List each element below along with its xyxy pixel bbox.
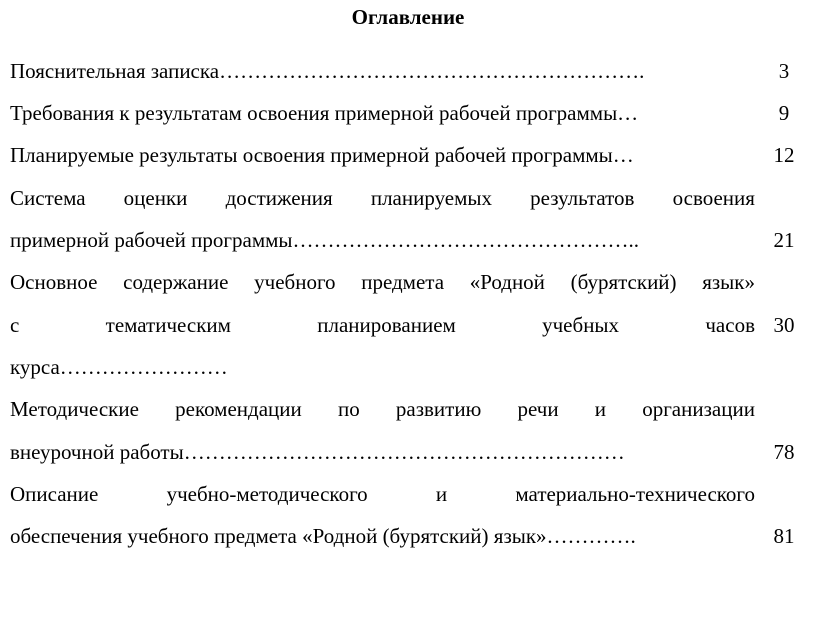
word: тематическим — [105, 313, 231, 337]
word: язык» — [702, 270, 755, 294]
word: организации — [642, 397, 755, 421]
toc-entry-text-line — [10, 185, 755, 211]
word: содержание — [123, 270, 229, 294]
toc-page-number: 81 — [773, 524, 795, 548]
word: Основное — [10, 270, 98, 294]
word: развитию — [395, 397, 482, 421]
toc-page-number: 21 — [773, 228, 795, 252]
toc-entry-text-line — [10, 396, 755, 422]
word: учебного — [254, 270, 336, 294]
word: результатов — [530, 186, 635, 210]
toc-entry-text-line — [10, 481, 755, 507]
toc-entry-text: Планируемые результаты освоения примерной рабочей программы… — [10, 143, 634, 167]
toc-entry-text: Требования к результатам освоения примерной рабочей программы… — [10, 101, 639, 125]
toc-entry-text: внеурочной работы……………………………………………………… — [10, 440, 625, 464]
word: оценки — [123, 186, 188, 210]
toc-entry-text: обеспечения учебного предмета «Родной (бурятский) язык»…………. — [10, 524, 636, 548]
word: Описание — [10, 482, 99, 506]
toc-page-number: 78 — [773, 440, 795, 464]
word: по — [337, 397, 360, 421]
word: Методические — [10, 397, 139, 421]
toc-page-number: 9 — [778, 101, 790, 125]
toc-entry-text-line — [10, 269, 755, 295]
word: учебно-методического — [166, 482, 368, 506]
word: рекомендации — [175, 397, 302, 421]
word: материально-технического — [515, 482, 755, 506]
word: предмета — [361, 270, 445, 294]
word: освоения — [672, 186, 755, 210]
toc-page-number: 30 — [773, 313, 795, 337]
word: достижения — [225, 186, 333, 210]
toc-title: Оглавление — [351, 5, 465, 29]
word: Система — [10, 186, 86, 210]
word: планированием — [317, 313, 456, 337]
word: и — [435, 482, 448, 506]
toc-entry-text-line — [10, 312, 755, 338]
toc-entry-text: курса…………………… — [10, 355, 228, 379]
word: планируемых — [370, 186, 493, 210]
word: учебных — [542, 313, 620, 337]
word: с — [10, 313, 20, 337]
toc-entry-text: примерной рабочей программы………………………………………….. — [10, 228, 640, 252]
word: и — [594, 397, 606, 421]
toc-page-number: 3 — [778, 59, 790, 83]
word: часов — [705, 313, 755, 337]
toc-page-number: 12 — [773, 143, 795, 167]
word: речи — [517, 397, 559, 421]
word: «Родной — [469, 270, 545, 294]
toc-entry-text: Пояснительная записка……………………………………………………. — [10, 59, 645, 83]
word: (бурятский) — [570, 270, 677, 294]
